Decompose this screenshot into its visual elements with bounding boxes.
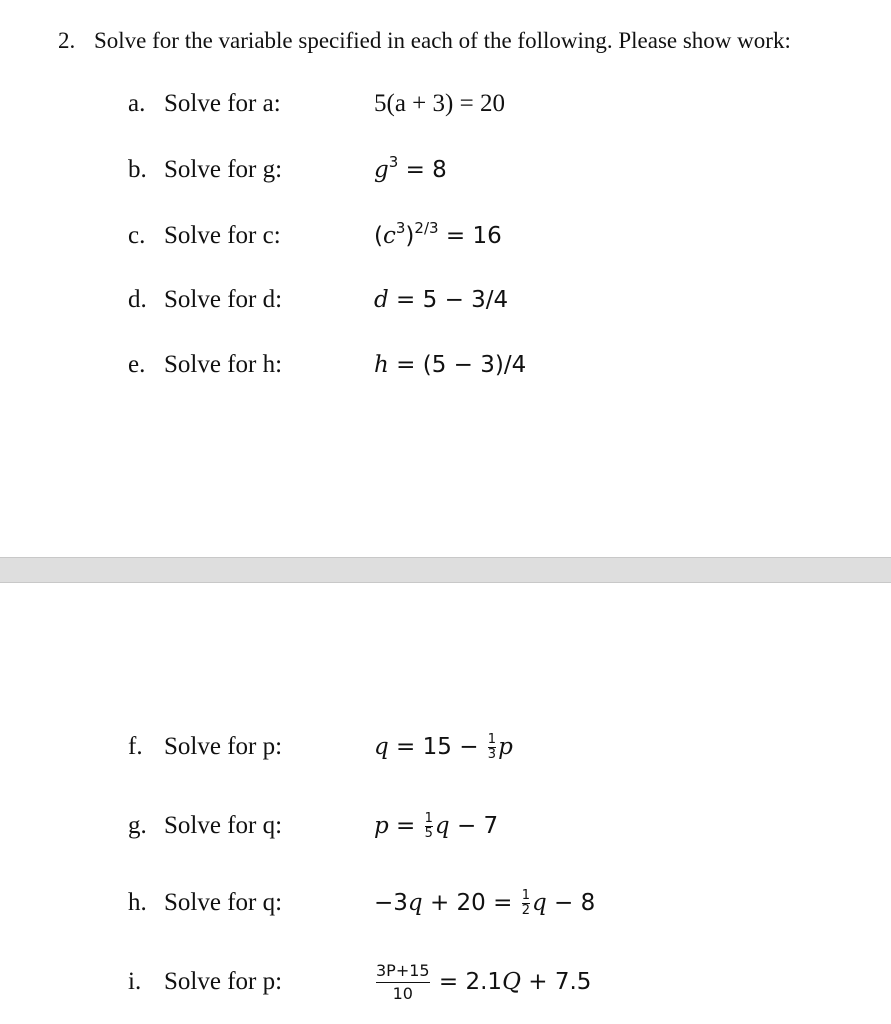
problem-g xyxy=(0,801,891,851)
problem-instruction: Solve for p: xyxy=(164,968,283,995)
eq-coefficient: −3 xyxy=(374,890,408,916)
problem-b xyxy=(0,145,891,195)
equation-f xyxy=(374,722,513,772)
eq-rhs: = 16 xyxy=(438,223,502,249)
problem-i xyxy=(0,957,891,1007)
equation-g xyxy=(374,801,498,851)
equation-b xyxy=(374,145,447,195)
eq-tail: − 7 xyxy=(449,813,499,839)
eq-variable: q xyxy=(531,890,547,916)
eq-middle: + 20 = xyxy=(422,890,520,916)
problem-letter: d. xyxy=(128,286,147,313)
problem-letter: e. xyxy=(128,351,146,378)
problem-label xyxy=(128,145,282,195)
eq-variable: Q xyxy=(502,969,521,995)
fraction-denominator: 3 xyxy=(487,747,497,762)
question-number: 2. xyxy=(58,28,76,53)
equation-a: 5(a + 3) = 20 xyxy=(374,90,505,117)
fraction-denominator: 5 xyxy=(424,826,433,841)
fraction-numerator: 1 xyxy=(521,888,530,903)
problem-label xyxy=(128,878,282,928)
eq-variable: p xyxy=(498,734,513,760)
eq-middle: = 15 − xyxy=(388,734,486,760)
problem-instruction: Solve for h: xyxy=(164,351,283,378)
equation-e xyxy=(374,340,526,390)
problem-label xyxy=(128,79,281,129)
eq-exponent: 3 xyxy=(395,219,406,237)
fraction-denominator: 10 xyxy=(376,982,430,1005)
problem-letter: b. xyxy=(128,156,147,183)
fraction-numerator: 1 xyxy=(424,811,433,826)
eq-fraction xyxy=(488,733,496,762)
eq-middle: = 2.1 xyxy=(431,969,503,995)
problem-letter: i. xyxy=(128,968,142,995)
problem-h xyxy=(0,878,891,928)
eq-variable: c xyxy=(382,223,396,249)
problem-instruction: Solve for a: xyxy=(164,90,281,117)
eq-rhs: = (5 − 3)/4 xyxy=(388,352,527,378)
eq-variable: d xyxy=(374,287,389,313)
problem-label xyxy=(128,801,282,851)
question-text: Solve for the variable specified in each of the following. Please show work: xyxy=(94,28,791,53)
page-break-divider xyxy=(0,557,891,583)
problem-label xyxy=(128,275,282,325)
eq-variable: p xyxy=(374,813,389,839)
problem-letter: f. xyxy=(128,733,143,760)
fraction-denominator: 2 xyxy=(521,903,530,918)
question-heading xyxy=(58,28,791,54)
problem-instruction: Solve for q: xyxy=(164,812,283,839)
eq-variable: q xyxy=(374,734,389,760)
problem-f xyxy=(0,722,891,772)
eq-variable: q xyxy=(407,890,423,916)
eq-tail: − 8 xyxy=(546,890,596,916)
problem-instruction: Solve for q: xyxy=(164,889,283,916)
problem-letter: h. xyxy=(128,889,147,916)
eq-rhs: = 5 − 3/4 xyxy=(388,287,509,313)
fraction-numerator: 3P+15 xyxy=(376,961,430,980)
eq-paren: ) xyxy=(405,223,415,249)
fraction-numerator: 1 xyxy=(487,732,497,747)
problem-c xyxy=(0,211,891,261)
equation-d xyxy=(374,275,508,325)
problem-a xyxy=(0,79,891,129)
eq-variable: h xyxy=(374,352,389,378)
eq-rhs: = 8 xyxy=(398,157,447,183)
problem-d xyxy=(0,275,891,325)
equation-i xyxy=(374,957,591,1007)
problem-e xyxy=(0,340,891,390)
eq-paren: ( xyxy=(374,223,383,249)
eq-variable: q xyxy=(434,813,450,839)
problem-letter: a. xyxy=(128,90,146,117)
problem-label xyxy=(128,957,282,1007)
problem-instruction: Solve for d: xyxy=(164,286,283,313)
eq-variable: g xyxy=(374,157,389,183)
problem-letter: g. xyxy=(128,812,147,839)
problem-label xyxy=(128,211,281,261)
eq-exponent: 2/3 xyxy=(414,219,439,237)
eq-fraction xyxy=(425,812,433,841)
equation-h xyxy=(374,878,595,928)
problem-instruction: Solve for c: xyxy=(164,222,281,249)
eq-fraction xyxy=(376,960,430,1005)
eq-tail: + 7.5 xyxy=(520,969,592,995)
eq-fraction xyxy=(522,889,530,918)
eq-middle: = xyxy=(388,813,423,839)
eq-exponent: 3 xyxy=(388,153,399,171)
problem-label xyxy=(128,722,282,772)
equation-c xyxy=(374,211,502,261)
problem-letter: c. xyxy=(128,222,146,249)
problem-instruction: Solve for g: xyxy=(164,156,283,183)
problem-label xyxy=(128,340,282,390)
problem-instruction: Solve for p: xyxy=(164,733,283,760)
